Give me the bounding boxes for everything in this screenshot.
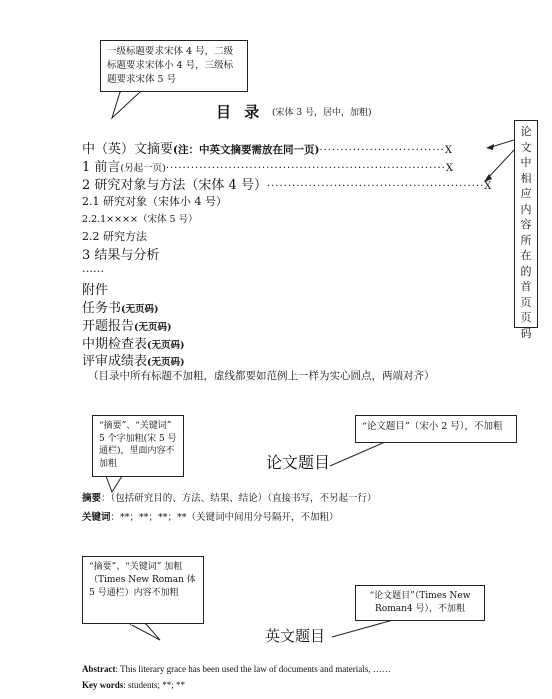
toc-entry-note: (无页码) — [134, 322, 172, 333]
toc-entry-note: (无页码) — [147, 357, 185, 368]
cn-abstract-line — [82, 490, 377, 504]
page-number-callout — [514, 120, 538, 340]
en-keywords-callout-text: “摘要”、“关键词” 加粗（Times New Roman 体 5 号通栏）内容不加粗 — [89, 562, 196, 598]
cn-keywords-callout — [92, 415, 184, 477]
toc-entry-label: 中（英）文摘要 — [82, 142, 174, 157]
en-title-callout — [355, 585, 485, 621]
toc-entry-label: 评审成绩表 — [82, 354, 148, 369]
cn-title-callout — [355, 415, 517, 443]
toc-entry-abstract — [82, 138, 452, 157]
cn-keywords-callout-text: “摘要”、“关键词” 5 个字加粗(宋 5 号通栏)，里面内容不加粗 — [99, 421, 177, 469]
cn-keywords-line — [82, 509, 339, 523]
en-keywords-callout — [82, 556, 204, 624]
en-title-callout-text: “论文题目”（Times New Roman4 号），不加粗 — [369, 591, 471, 614]
toc-entry-label: 任务书 — [82, 301, 122, 316]
toc-entry-note: (注：中英文摘要需放在同一页) — [173, 144, 320, 156]
toc-entry-label: 1 前言 — [82, 160, 121, 175]
callout-tail — [112, 92, 140, 118]
toc-task — [82, 297, 159, 316]
cn-abstract-label: 摘要 — [82, 493, 102, 504]
en-abstract-text: : This literary grace has been used the law of documents and materials, …… — [115, 664, 391, 674]
toc-entry-2-2: 2.2 研究方法 — [82, 230, 147, 243]
toc-entry-note: (无页码) — [121, 304, 159, 315]
toc-title-note: (宋体 3 号，居中，加粗) — [272, 108, 372, 118]
toc-entry-2 — [82, 174, 491, 193]
heading-rule-text: 一级标题要求宋体 4 号，二级标题要求宋体小 4 号，三级标题要求宋体 5 号 — [107, 46, 234, 85]
en-keywords-label: Key words — [82, 680, 124, 690]
en-abstract-label: Abstract — [82, 664, 116, 674]
toc-page-number: X — [484, 181, 492, 192]
toc-entry-label: 2 研究对象与方法（宋体 4 号） — [82, 178, 267, 193]
toc-entry-label: 开题报告 — [82, 319, 135, 334]
toc-entry-note: (无页码) — [147, 340, 185, 351]
toc-entry-label: 中期检查表 — [82, 337, 148, 352]
cn-abstract-text: ：（包括研究目的、方法、结果、结论）（直接书写，不另起一行） — [101, 493, 377, 504]
toc-page-number: X — [445, 163, 453, 174]
heading-rule-callout — [100, 40, 248, 92]
cn-paper-title: 论文题目 — [266, 453, 331, 472]
toc-title: 目 录 — [216, 103, 264, 121]
toc-entry-3: 3 结果与分析 — [82, 248, 160, 263]
page-number-text: 论 文 中 相 应 内 容 所 在 的 首 页 页 码 — [520, 125, 532, 340]
toc-leader-dots: ···················································· — [266, 181, 485, 192]
cn-title-callout-text: “论文题目”（宋小 2 号），不加粗 — [362, 421, 503, 432]
en-keywords-text: : students; **; ** — [123, 680, 186, 690]
toc-leader-dots: ······························ — [319, 145, 445, 156]
toc-footer-note: （目录中所有标题不加粗，虚线都要如范例上一样为实心圆点，两端对齐） — [88, 370, 435, 382]
toc-leader-dots: ··································································· — [165, 163, 446, 174]
en-paper-title: 英文题目 — [265, 627, 326, 645]
cn-keywords-text: ：**；**；**；**（关键词中间用分号隔开，不加粗） — [110, 512, 339, 523]
toc-appendix: 附件 — [82, 283, 109, 298]
toc-entry-note: (另起一页) — [120, 163, 166, 174]
en-abstract-line — [82, 664, 391, 674]
toc-proposal — [82, 315, 172, 334]
toc-ellipsis: …… — [82, 262, 104, 275]
toc-page-number: X — [444, 145, 452, 156]
toc-entry-2-1: 2.1 研究对象（宋体小 4 号） — [82, 195, 227, 208]
arrow-head — [486, 144, 494, 150]
toc-entry-2-2-1: 2.2.1××××（宋体 5 号） — [82, 214, 198, 225]
en-keywords-line — [82, 680, 185, 690]
toc-entry-1 — [82, 156, 453, 175]
toc-grading — [82, 350, 185, 369]
cn-keywords-label: 关键词 — [82, 512, 111, 523]
